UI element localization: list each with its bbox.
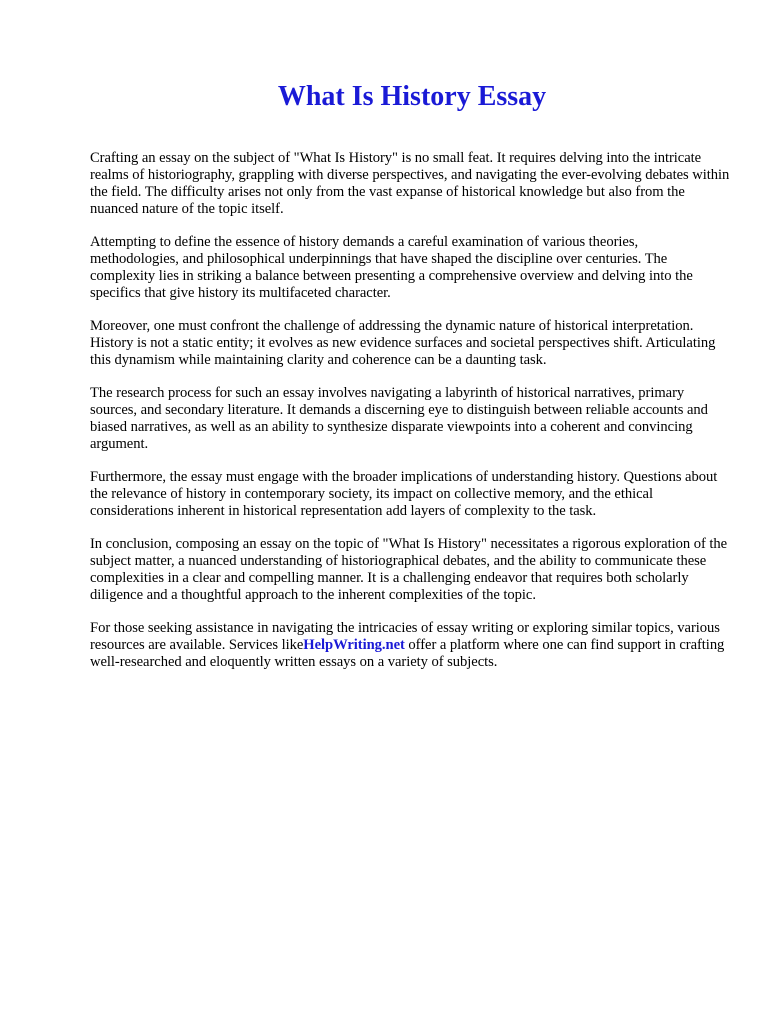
paragraph-7 — [90, 620, 730, 671]
paragraph-4: The research process for such an essay involves navigating a labyrinth of historical narratives, primary sources, and secondary literature. It demands a discerning eye to distinguish between reliable accounts and biased narratives, as well as an ability to synthesize disparate viewpoints into a coherent and convincing argument. — [90, 385, 708, 452]
paragraph-1: Crafting an essay on the subject of "What Is History" is no small feat. It requires delving into the intricate realms of historiography, grappling with diverse perspectives, and navigating the ever-evolving debates within the field. The difficulty arises not only from the vast expanse of historical knowledge but also from the nuanced nature of the topic itself. — [90, 150, 730, 217]
helpwriting-link[interactable]: HelpWriting.net — [303, 637, 405, 653]
paragraph-2: Attempting to define the essence of history demands a careful examination of various theories, methodologies, and philosophical underpinnings that have shaped the discipline over centuries. The complexity lies in striking a balance between presenting a comprehensive overview and delving into the specifics that give history its multifaceted character. — [90, 234, 693, 301]
paragraph-5: Furthermore, the essay must engage with the broader implications of understanding history. Questions about the relevance of history in contemporary society, its impact on collective memory, and the ethical considerations inherent in historical representation add layers of complexity to the task. — [90, 469, 718, 519]
paragraph-3: Moreover, one must confront the challenge of addressing the dynamic nature of historical interpretation. History is not a static entity; it evolves as new evidence surfaces and societal perspectives shift. Articulating this dynamism while maintaining clarity and coherence can be a daunting task. — [90, 318, 716, 368]
document-title: What Is History Essay — [277, 81, 547, 112]
paragraph-7-text-after: offer a platform where one can find support in crafting well-researched and eloquently written essays on a variety of subjects. — [90, 637, 725, 670]
paragraph-7-text-before: For those seeking assistance in navigating the intricacies of essay writing or exploring similar topics, various resources are available. Services like — [90, 620, 720, 653]
paragraph-6: In conclusion, composing an essay on the topic of "What Is History" necessitates a rigorous exploration of the subject matter, a nuanced understanding of historiographical debates, and the ability to communicate these complexities in a clear and compelling manner. It is a challenging endeavor that requires both scholarly diligence and a thoughtful approach to the inherent complexities of the topic. — [90, 536, 728, 603]
document-page — [90, 80, 730, 687]
